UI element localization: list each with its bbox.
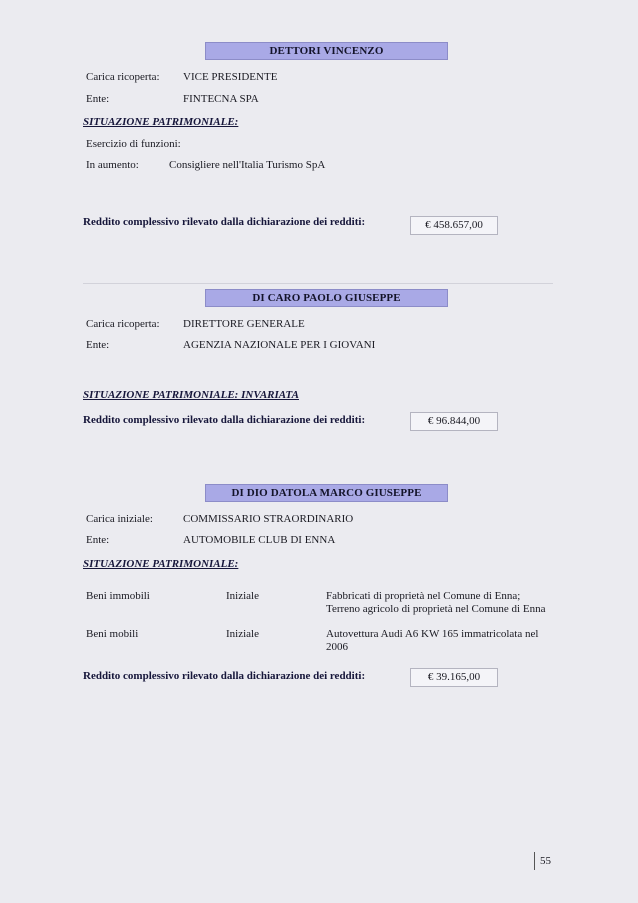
- situazione-patrimoniale-title: SITUAZIONE PATRIMONIALE:: [83, 116, 239, 128]
- section-divider: [83, 283, 553, 284]
- person-name-header: DETTORI VINCENZO: [205, 42, 448, 60]
- reddito-amount-box: € 39.165,00: [410, 668, 498, 687]
- bene-stato: Iniziale: [226, 628, 259, 640]
- in-aumento-value: Consigliere nell'Italia Turismo SpA: [169, 159, 326, 171]
- carica-value: DIRETTORE GENERALE: [183, 318, 305, 330]
- person-name-header: DI DIO DATOLA MARCO GIUSEPPE: [205, 484, 448, 502]
- reddito-label: Reddito complessivo rilevato dalla dichiarazione dei redditi:: [83, 216, 366, 228]
- carica-label: Carica iniziale:: [86, 513, 153, 525]
- in-aumento-label: In aumento:: [86, 159, 139, 171]
- ente-value: FINTECNA SPA: [183, 93, 259, 105]
- situazione-patrimoniale-title: SITUAZIONE PATRIMONIALE:: [83, 558, 239, 570]
- reddito-amount-box: € 96.844,00: [410, 412, 498, 431]
- ente-label: Ente:: [86, 93, 110, 105]
- carica-value: VICE PRESIDENTE: [183, 71, 278, 83]
- bene-tipo: Beni immobili: [86, 590, 150, 602]
- person-name-header: DI CARO PAOLO GIUSEPPE: [205, 289, 448, 307]
- ente-value: AUTOMOBILE CLUB DI ENNA: [183, 534, 336, 546]
- bene-descrizione: 2006: [326, 641, 348, 653]
- bene-descrizione: Fabbricati di proprietà nel Comune di Enna;: [326, 590, 521, 602]
- bene-descrizione: Autovettura Audi A6 KW 165 immatricolata nel: [326, 628, 539, 640]
- bene-descrizione: Terreno agricolo di proprietà nel Comune di Enna: [326, 603, 546, 615]
- ente-value: AGENZIA NAZIONALE PER I GIOVANI: [183, 339, 376, 351]
- carica-label: Carica ricoperta:: [86, 318, 160, 330]
- ente-label: Ente:: [86, 534, 110, 546]
- page-number: 55: [540, 855, 551, 867]
- situazione-patrimoniale-title: SITUAZIONE PATRIMONIALE: INVARIATA: [83, 389, 299, 401]
- reddito-amount-box: € 458.657,00: [410, 216, 498, 235]
- bene-stato: Iniziale: [226, 590, 259, 602]
- esercizio-funzioni-label: Esercizio di funzioni:: [86, 138, 181, 150]
- page-number-divider: [534, 852, 535, 870]
- reddito-label: Reddito complessivo rilevato dalla dichiarazione dei redditi:: [83, 414, 366, 426]
- reddito-label: Reddito complessivo rilevato dalla dichiarazione dei redditi:: [83, 670, 366, 682]
- carica-value: COMMISSARIO STRAORDINARIO: [183, 513, 354, 525]
- ente-label: Ente:: [86, 339, 110, 351]
- bene-tipo: Beni mobili: [86, 628, 139, 640]
- carica-label: Carica ricoperta:: [86, 71, 160, 83]
